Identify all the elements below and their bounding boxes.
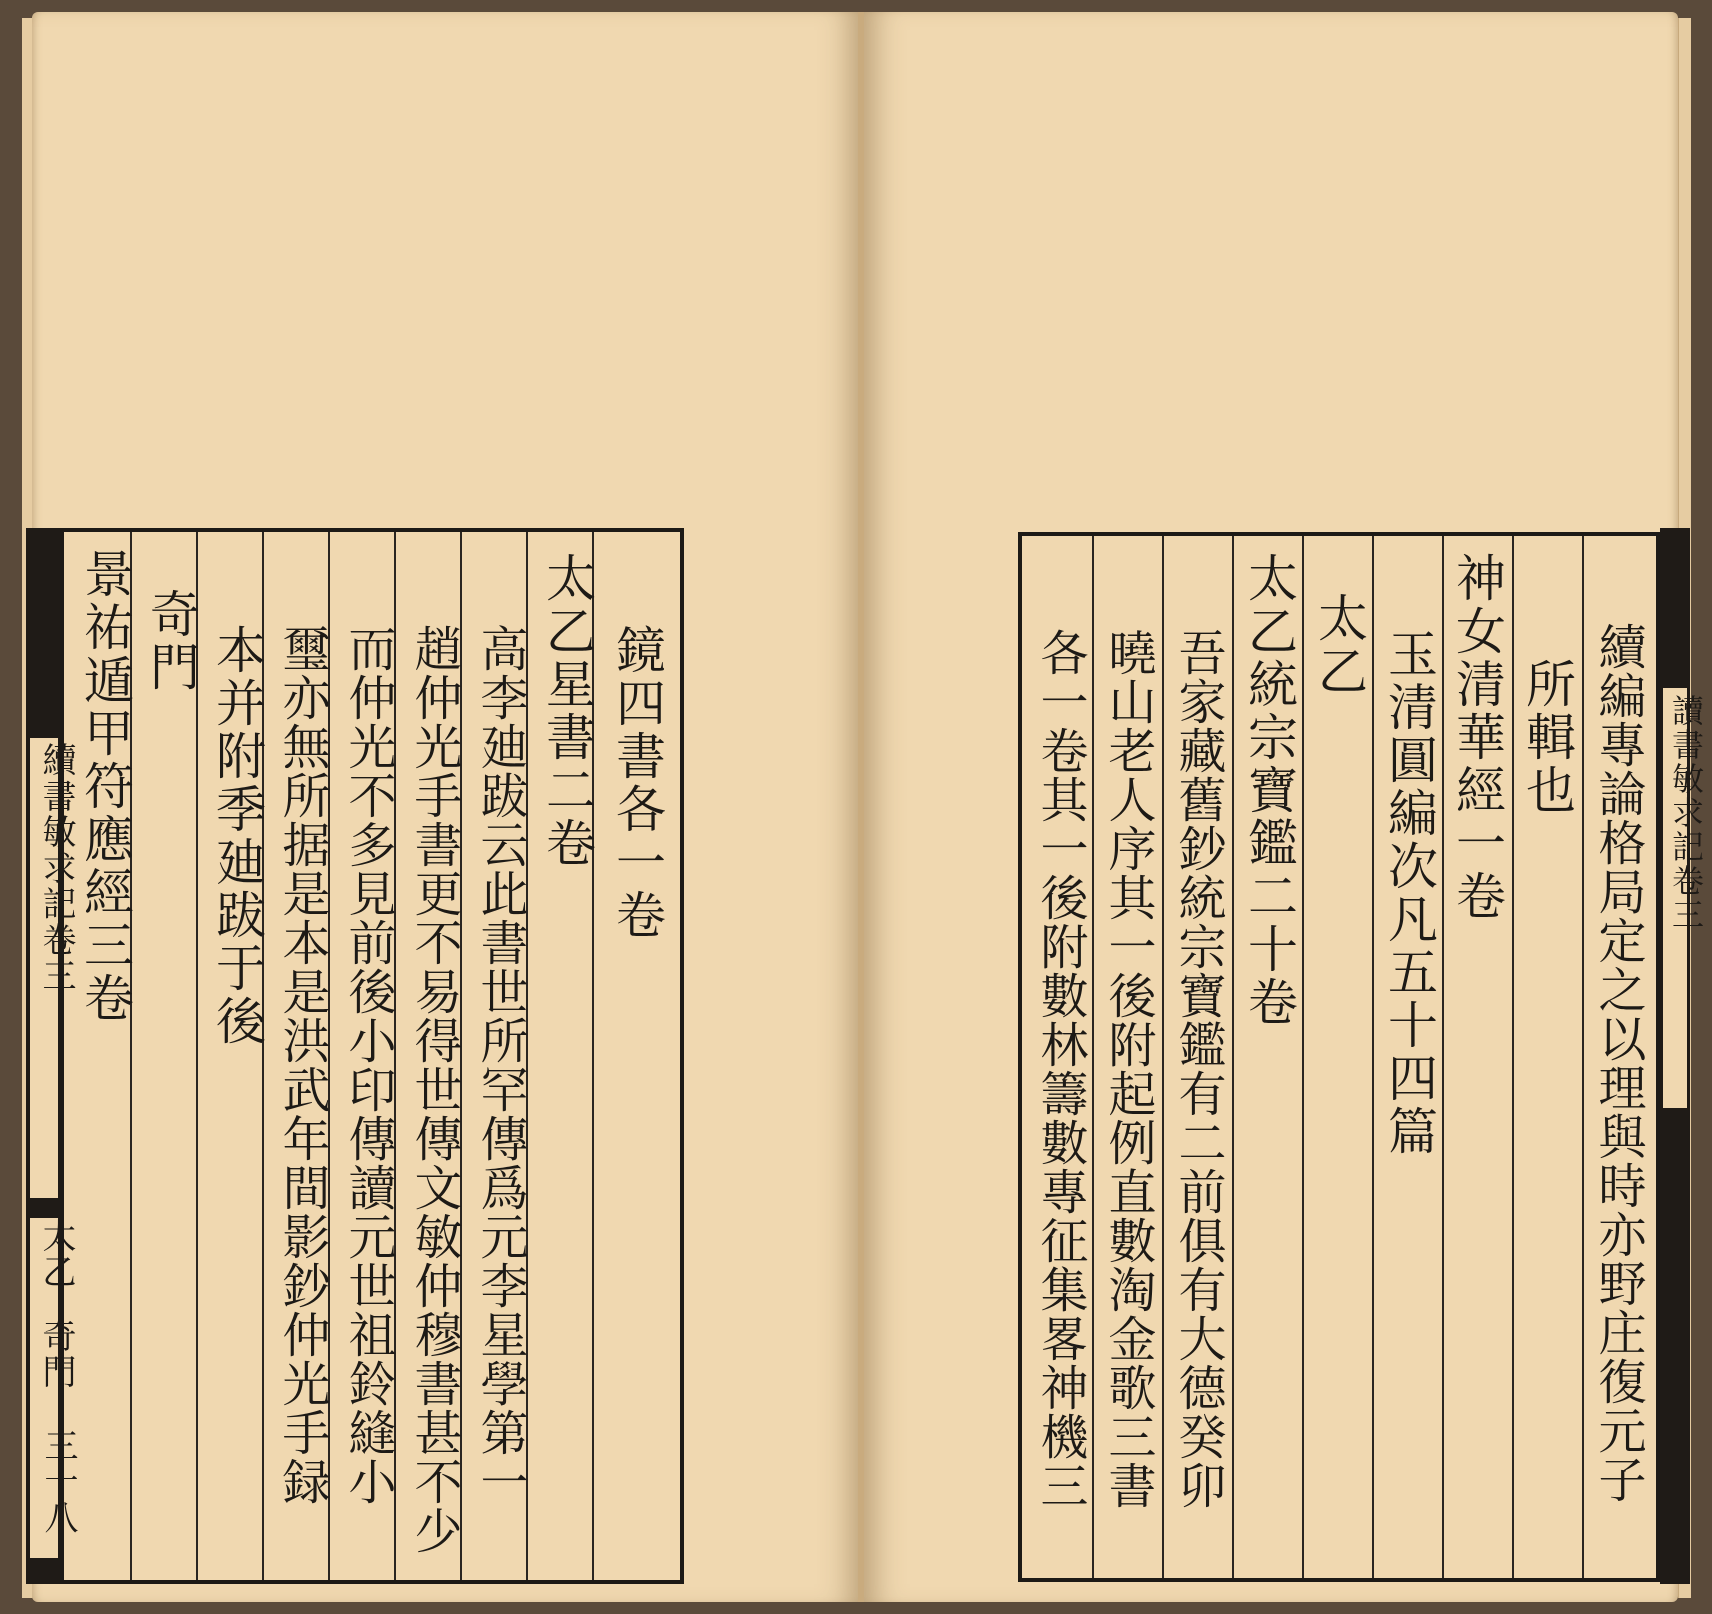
left-col-6: 璽亦無所据是本是洪武年間影鈔仲光手録 — [274, 624, 330, 1506]
right-col-3: 神女清華經一卷 — [1448, 552, 1506, 923]
right-fold-title: 讀書敏求記卷三 — [1667, 694, 1705, 932]
right-col-5: 太乙 — [1310, 592, 1368, 698]
left-col-3: 高李廸跋云此書世所罕傳爲元李星學第一 — [472, 624, 528, 1506]
right-col-9: 各一卷其一後附數林籌數專征集畧神機三 — [1032, 628, 1088, 1510]
right-fold-strip — [1660, 528, 1705, 1584]
column-rule — [1442, 536, 1444, 1578]
column-rule — [1232, 536, 1234, 1578]
column-rule — [1512, 536, 1514, 1578]
left-col-2: 太乙星書二卷 — [538, 552, 596, 870]
left-fold-band-1 — [30, 738, 76, 1198]
left-fold-section: 太乙 — [36, 1218, 76, 1290]
right-col-8: 曉山老人序其一後附起例直數淘金歌三書 — [1100, 628, 1156, 1510]
left-fold-band-2 — [30, 1218, 78, 1558]
right-col-6: 太乙統宗寶鑑二十卷 — [1240, 552, 1298, 1029]
left-fold-strip — [26, 528, 78, 1584]
column-rule — [1092, 536, 1094, 1578]
column-rule — [1302, 536, 1304, 1578]
left-col-7: 本并附季廸跋于後 — [208, 624, 266, 1048]
left-col-5: 而仲光不多見前後小印傳讀元世祖鈴縫小 — [340, 624, 396, 1506]
left-fold-title: 續書敏求記卷三 — [36, 742, 76, 994]
left-text-frame — [60, 528, 684, 1584]
right-fold-band — [1663, 688, 1705, 1108]
right-col-7: 吾家藏舊鈔統宗寶鑑有二前俱有大德癸卯 — [1170, 628, 1226, 1510]
left-col-8: 奇門 — [142, 588, 200, 694]
column-rule — [1372, 536, 1374, 1578]
right-col-4: 玉清圓編次凡五十四篇 — [1380, 628, 1438, 1158]
right-text-frame — [1018, 532, 1660, 1582]
right-col-1: 續編專論格局定之以理與時亦野庄復元子 — [1590, 622, 1646, 1504]
left-fold-section-2: 奇門 — [36, 1318, 76, 1390]
column-rule — [1582, 536, 1584, 1578]
column-rule — [1162, 536, 1164, 1578]
right-col-2: 所輯也 — [1518, 658, 1576, 817]
left-fold-page-number: 三十八 — [38, 1428, 78, 1536]
left-col-1: 鏡四書各一卷 — [608, 624, 666, 942]
left-col-9: 景祐遁甲符應經三卷 — [76, 548, 134, 1025]
left-col-4: 趙仲光手書更不易得世傳文敏仲穆書甚不少 — [406, 624, 462, 1555]
